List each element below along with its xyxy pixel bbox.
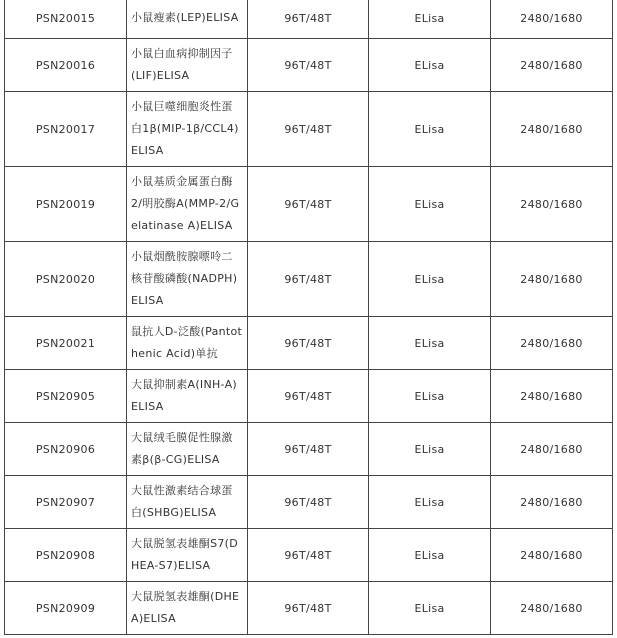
product-code: PSN20907 xyxy=(5,476,127,529)
product-name: 大鼠脱氢表雄酮(DHEA)ELISA xyxy=(127,582,248,635)
product-price: 2480/1680 xyxy=(491,167,613,242)
product-price: 2480/1680 xyxy=(491,39,613,92)
product-spec: 96T/48T xyxy=(248,529,369,582)
product-name: 小鼠烟酰胺腺嘌呤二核苷酸磷酸(NADPH)ELISA xyxy=(127,242,248,317)
product-method: ELisa xyxy=(369,529,491,582)
product-price: 2480/1680 xyxy=(491,476,613,529)
product-name: 小鼠白血病抑制因子(LIF)ELISA xyxy=(127,39,248,92)
table-row xyxy=(5,92,613,167)
product-price: 2480/1680 xyxy=(491,317,613,370)
product-method: ELisa xyxy=(369,423,491,476)
product-spec: 96T/48T xyxy=(248,370,369,423)
product-code: PSN20021 xyxy=(5,317,127,370)
product-code: PSN20019 xyxy=(5,167,127,242)
table-row xyxy=(5,582,613,635)
product-name: 大鼠绒毛膜促性腺激素β(β-CG)ELISA xyxy=(127,423,248,476)
product-spec: 96T/48T xyxy=(248,582,369,635)
product-price: 2480/1680 xyxy=(491,370,613,423)
product-method: ELisa xyxy=(369,582,491,635)
product-price: 2480/1680 xyxy=(491,92,613,167)
table-row xyxy=(5,423,613,476)
product-code: PSN20909 xyxy=(5,582,127,635)
product-method: ELisa xyxy=(369,242,491,317)
product-name: 大鼠性激素结合球蛋白(SHBG)ELISA xyxy=(127,476,248,529)
product-name: 鼠抗人D-泛酸(Pantothenic Acid)单抗 xyxy=(127,317,248,370)
table-row xyxy=(5,167,613,242)
product-table xyxy=(4,0,613,635)
product-spec: 96T/48T xyxy=(248,167,369,242)
product-price: 2480/1680 xyxy=(491,242,613,317)
table-row xyxy=(5,529,613,582)
product-method: ELisa xyxy=(369,167,491,242)
product-code: PSN20908 xyxy=(5,529,127,582)
table-row xyxy=(5,242,613,317)
product-price: 2480/1680 xyxy=(491,529,613,582)
product-code: PSN20020 xyxy=(5,242,127,317)
table-row xyxy=(5,39,613,92)
product-name: 小鼠巨噬细胞炎性蛋白1β(MIP-1β/CCL4)ELISA xyxy=(127,92,248,167)
product-name: 大鼠脱氢表雄酮S7(DHEA-S7)ELISA xyxy=(127,529,248,582)
product-price: 2480/1680 xyxy=(491,0,613,39)
product-method: ELisa xyxy=(369,92,491,167)
table-row xyxy=(5,317,613,370)
table-row xyxy=(5,476,613,529)
product-method: ELisa xyxy=(369,0,491,39)
product-spec: 96T/48T xyxy=(248,92,369,167)
product-method: ELisa xyxy=(369,317,491,370)
product-name: 小鼠基质金属蛋白酶2/明胶酶A(MMP-2/Gelatinase A)ELISA xyxy=(127,167,248,242)
product-spec: 96T/48T xyxy=(248,0,369,39)
product-name: 小鼠瘦素(LEP)ELISA xyxy=(127,0,248,39)
product-code: PSN20905 xyxy=(5,370,127,423)
product-spec: 96T/48T xyxy=(248,476,369,529)
product-spec: 96T/48T xyxy=(248,39,369,92)
product-price: 2480/1680 xyxy=(491,582,613,635)
product-spec: 96T/48T xyxy=(248,242,369,317)
product-name: 大鼠抑制素A(INH-A)ELISA xyxy=(127,370,248,423)
product-code: PSN20017 xyxy=(5,92,127,167)
product-code: PSN20015 xyxy=(5,0,127,39)
product-method: ELisa xyxy=(369,370,491,423)
product-code: PSN20906 xyxy=(5,423,127,476)
table-row xyxy=(5,0,613,39)
product-method: ELisa xyxy=(369,39,491,92)
product-spec: 96T/48T xyxy=(248,423,369,476)
product-method: ELisa xyxy=(369,476,491,529)
product-price: 2480/1680 xyxy=(491,423,613,476)
product-code: PSN20016 xyxy=(5,39,127,92)
product-spec: 96T/48T xyxy=(248,317,369,370)
table-row xyxy=(5,370,613,423)
